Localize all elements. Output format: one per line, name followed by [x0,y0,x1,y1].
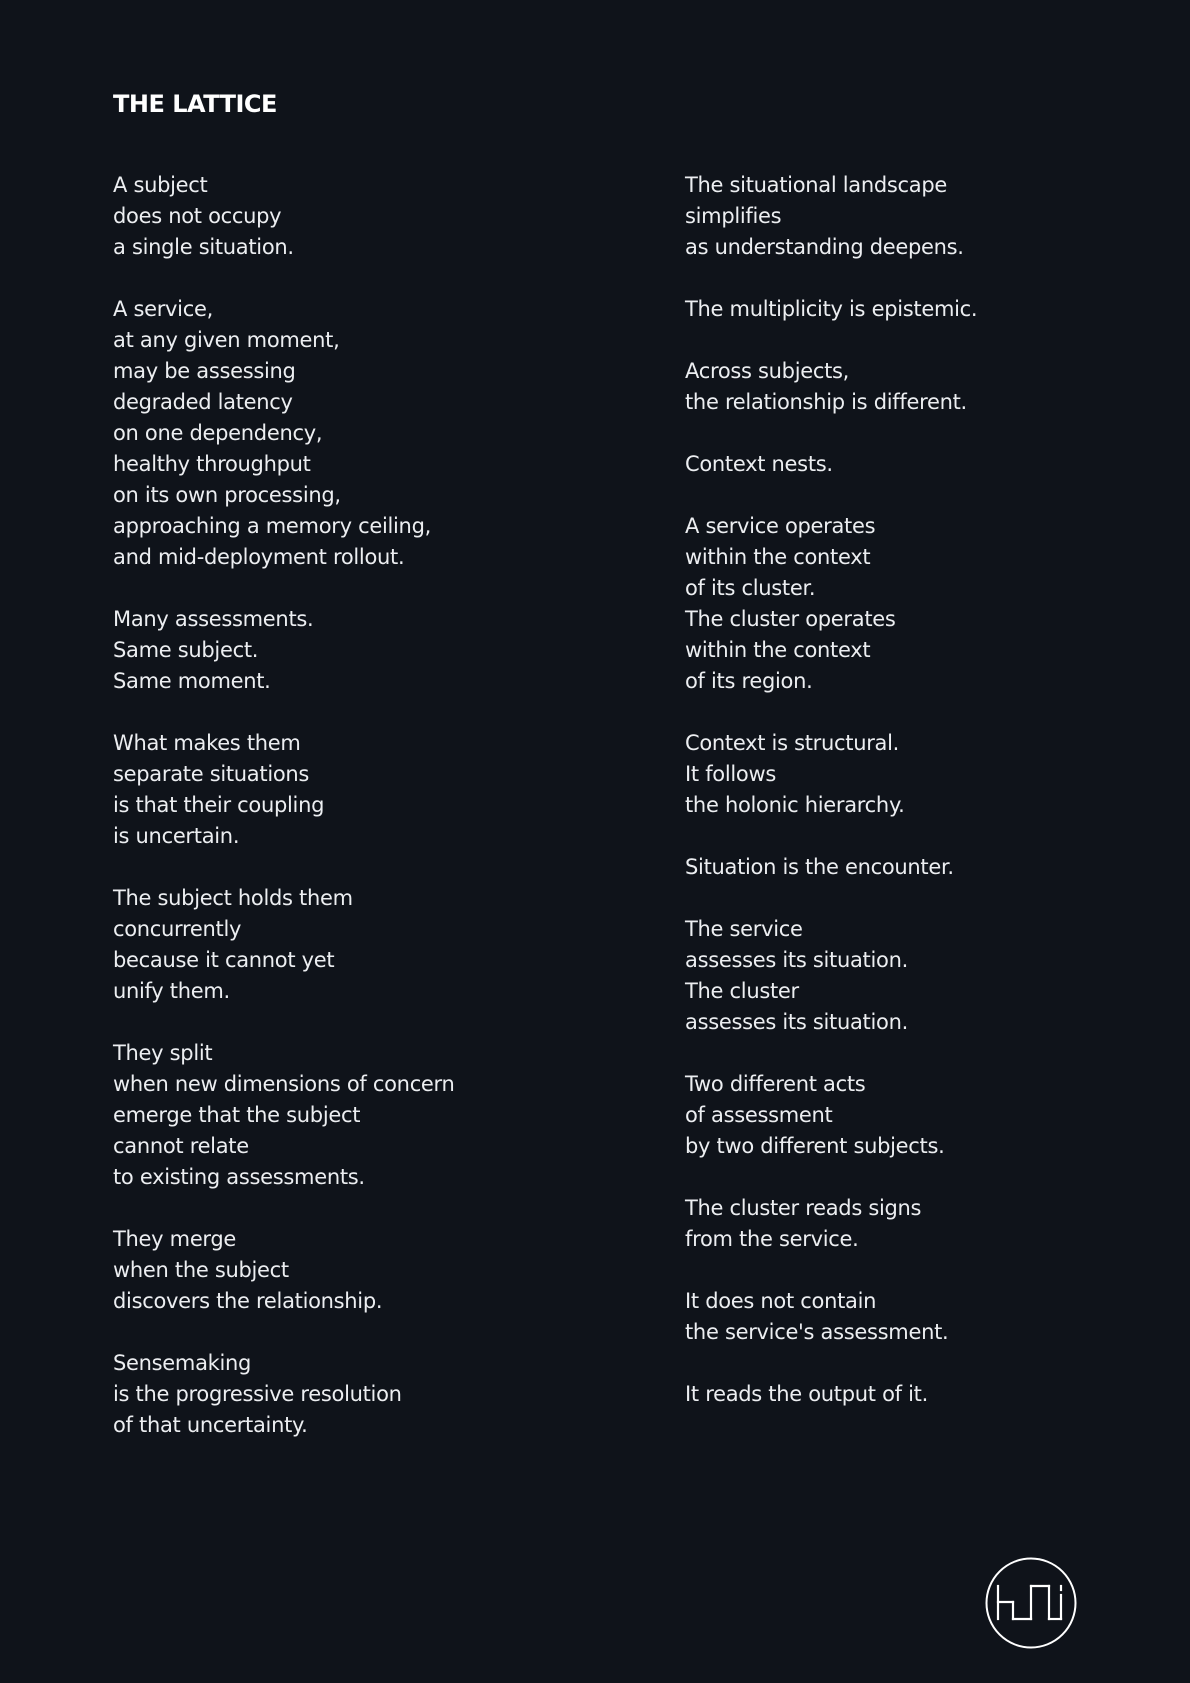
stanza-line: at any given moment, [113,328,340,352]
stanza [685,728,1145,821]
stanza-line: simplifies [685,204,782,228]
stanza-line: The subject holds them [113,886,353,910]
stanza-line: when new dimensions of concern [113,1072,455,1096]
stanza-line: They merge [113,1227,237,1251]
stanza-line: The multiplicity is epistemic. [685,297,978,321]
stanza [685,511,1145,697]
stanza-line: on its own processing, [113,483,341,507]
stanza [685,449,1145,480]
stanza-line: from the service. [685,1227,859,1251]
stanza-line: Same moment. [113,669,271,693]
stanza [113,883,613,1007]
stanza-line: It reads the output of it. [685,1382,928,1406]
stanza-line: Sensemaking [113,1351,252,1375]
stanza [113,1348,613,1441]
stanza-line: and mid-deployment rollout. [113,545,405,569]
stanza-line: The cluster operates [685,607,896,631]
stanza-line: because it cannot yet [113,948,335,972]
stanza-line: healthy throughput [113,452,311,476]
stanza-line: The cluster reads signs [685,1196,922,1220]
stanza-line: within the context [685,638,871,662]
stanza-line: Same subject. [113,638,259,662]
stanza-line: within the context [685,545,871,569]
stanza-line: to existing assessments. [113,1165,365,1189]
stanza [113,294,613,573]
stanza-line: concurrently [113,917,242,941]
left-column [113,170,613,1472]
stanza-line: Situation is the encounter. [685,855,954,879]
stanza-line: the relationship is different. [685,390,967,414]
stanza-line: of that uncertainty. [113,1413,308,1437]
stanza-line: is uncertain. [113,824,240,848]
stanza-line: It follows [685,762,776,786]
stanza [685,1379,1145,1410]
stanza-line: They split [113,1041,213,1065]
stanza-line: by two different subjects. [685,1134,945,1158]
stanza-line: Two different acts [685,1072,866,1096]
stanza-line: a single situation. [113,235,294,259]
stanza-line: on one dependency, [113,421,323,445]
stanza [685,1286,1145,1348]
stanza-line: What makes them [113,731,301,755]
stanza-line: A subject [113,173,208,197]
stanza-line: emerge that the subject [113,1103,361,1127]
stanza-line: assesses its situation. [685,1010,908,1034]
stanza-line: separate situations [113,762,310,786]
stanza-line: does not occupy [113,204,282,228]
stanza-line: The situational landscape [685,173,947,197]
stanza-line: assesses its situation. [685,948,908,972]
stanza-line: the holonic hierarchy. [685,793,905,817]
stanza-line: degraded latency [113,390,293,414]
stanza-line: unify them. [113,979,230,1003]
stanza [685,356,1145,418]
stanza-line: is the progressive resolution [113,1382,402,1406]
stanza-line: Context nests. [685,452,833,476]
right-column [685,170,1145,1441]
stanza [685,1069,1145,1162]
stanza-line: The cluster [685,979,799,1003]
stanza-line: discovers the relationship. [113,1289,383,1313]
stanza [685,170,1145,263]
stanza [113,728,613,852]
stanza [113,604,613,697]
stanza-line: cannot relate [113,1134,249,1158]
stanza [113,1224,613,1317]
stanza-line: when the subject [113,1258,289,1282]
stanza-line: approaching a memory ceiling, [113,514,431,538]
stanza [113,170,613,263]
stanza-line: A service, [113,297,213,321]
stanza-line: of assessment [685,1103,833,1127]
stanza-line: of its region. [685,669,813,693]
stanza-line: Many assessments. [113,607,314,631]
stanza [685,1193,1145,1255]
stanza-line: as understanding deepens. [685,235,964,259]
stanza-line: Across subjects, [685,359,850,383]
stanza-line: is that their coupling [113,793,325,817]
stanza-line: The service [685,917,803,941]
stanza [685,852,1145,883]
stanza [685,294,1145,325]
stanza-line: Context is structural. [685,731,900,755]
page-title: THE LATTICE [113,90,277,118]
stanza-line: of its cluster. [685,576,816,600]
stanza-line: may be assessing [113,359,296,383]
stanza-line: the service's assessment. [685,1320,949,1344]
stanza [685,914,1145,1038]
logo-icon [985,1557,1077,1649]
stanza [113,1038,613,1193]
stanza-line: It does not contain [685,1289,877,1313]
stanza-line: A service operates [685,514,876,538]
